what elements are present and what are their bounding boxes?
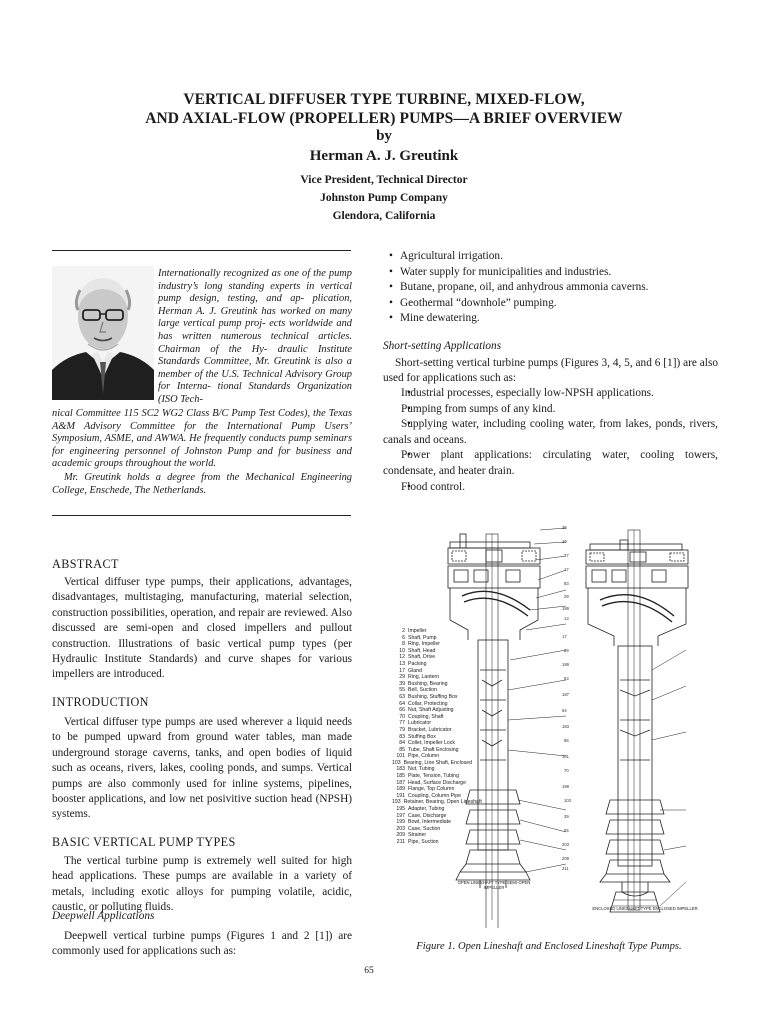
legend-part-number: 209 xyxy=(396,832,405,839)
legend-part-name: Strainer xyxy=(408,832,427,839)
bio-bottom-rule xyxy=(52,515,351,516)
figure-label-open-lineshaft: OPEN LINESHAFT TYPE SEMI-OPEN IMPELLER xyxy=(457,880,531,890)
legend-part-name: Pipe, Column xyxy=(408,753,440,760)
legend-row xyxy=(392,773,472,780)
affiliation-location: Glendora, California xyxy=(332,210,436,222)
legend-part-name: Plate, Tension, Tubing xyxy=(408,773,459,780)
legend-part-number: 39 xyxy=(399,680,405,687)
svg-text:29: 29 xyxy=(564,594,569,599)
svg-text:189: 189 xyxy=(562,662,569,667)
legend-row xyxy=(392,727,472,734)
legend-part-name: Bushing, Stuffing Box xyxy=(408,693,458,700)
legend-part-name: Pipe, Suction xyxy=(408,839,439,845)
svg-text:39: 39 xyxy=(564,814,569,819)
introduction-body xyxy=(52,715,352,823)
legend-row xyxy=(392,694,472,701)
legend-part-name: Head, Surface Discharge xyxy=(408,779,466,786)
legend-row xyxy=(392,760,472,767)
legend-part-name: Bracket, Lubricator xyxy=(408,726,452,733)
legend-part-number: 12 xyxy=(399,654,405,661)
list-item: • Power plant applications: circulating water, cooling towers, condensate, and heater drain. xyxy=(383,448,718,479)
legend-part-name: Retainer, Bearing, Open Lineshaft xyxy=(403,799,482,806)
short-setting-paragraph: Short-setting vertical turbine pumps (Figures 3, 4, 5, and 6 [1]) are also used for applications such as: xyxy=(383,357,718,385)
svg-text:209: 209 xyxy=(562,856,569,861)
legend-part-number: 183 xyxy=(396,766,405,773)
deepwell-bullet-list xyxy=(383,249,718,327)
bio-degree: Mr. Greutink holds a degree from the Mechanical Engineering College, Enschede, The Netherlands. xyxy=(52,472,352,496)
introduction-paragraph: Vertical diffuser type pumps are used wherever a liquid needs to be pumped upward from ground water tables, man made underground storage caverns, tanks, and open bodies of liquid such as oceans, rivers, lakes, cooling ponds, and sumps. Vertical pumps are also commonly used for inline systems, pipelines, booster applications, and low net posivitive suction head (NPSH) systems. xyxy=(52,716,352,821)
list-item: • Geothermal “downhole” pumping. xyxy=(383,296,718,312)
svg-text:64: 64 xyxy=(562,708,567,713)
basic-types-body xyxy=(52,854,352,916)
legend-row xyxy=(392,813,472,820)
svg-text:199: 199 xyxy=(562,784,569,789)
title-line-1: VERTICAL DIFFUSER TYPE TURBINE, MIXED-FLOW, xyxy=(183,91,585,108)
list-item: • Industrial processes, especially low-NPSH applications. xyxy=(383,386,718,402)
legend-part-number: 83 xyxy=(399,733,405,740)
legend-part-name: Packing xyxy=(408,660,427,667)
svg-text:183: 183 xyxy=(562,724,569,729)
legend-row xyxy=(392,707,472,714)
legend-row xyxy=(392,720,472,727)
deepwell-body xyxy=(52,929,352,960)
list-item: • Agricultural irrigation. xyxy=(383,249,718,265)
legend-row xyxy=(392,687,472,694)
legend-row xyxy=(392,826,472,833)
svg-text:36: 36 xyxy=(562,525,567,530)
svg-text:203: 203 xyxy=(562,842,569,847)
legend-part-number: 197 xyxy=(396,812,405,819)
legend-part-name: Collar, Protecting xyxy=(408,700,448,707)
svg-text:63: 63 xyxy=(564,676,569,681)
legend-part-name: Bell, Suction xyxy=(408,687,437,694)
legend-part-name: Bearing, Line Shaft, Enclosed xyxy=(403,759,473,766)
svg-text:101: 101 xyxy=(562,754,569,759)
svg-text:70: 70 xyxy=(564,768,569,773)
legend-part-name: Collet, Impeller Lock xyxy=(408,740,455,747)
legend-part-number: 13 xyxy=(399,660,405,667)
legend-row xyxy=(392,819,472,826)
legend-part-name: Case, Suction xyxy=(408,825,441,832)
bio-line: ects worldwide and has written numerous xyxy=(158,318,353,342)
legend-part-number: 199 xyxy=(396,819,405,826)
legend-part-name: Impeller xyxy=(408,628,427,634)
legend-row xyxy=(392,714,472,721)
legend-part-number: 66 xyxy=(399,707,405,714)
legend-part-name: Lubricator xyxy=(408,720,432,727)
legend-part-number: 10 xyxy=(399,647,405,654)
legend-part-name: Gland xyxy=(408,667,422,674)
legend-part-number: 187 xyxy=(396,779,405,786)
legend-part-name: Shaft, Pump xyxy=(408,634,437,641)
page-number: 65 xyxy=(364,966,374,976)
legend-part-number: 211 xyxy=(396,839,405,845)
legend-part-name: Adapter, Tubing xyxy=(408,806,445,813)
legend-row xyxy=(392,701,472,708)
legend-row xyxy=(392,668,472,675)
legend-part-number: 70 xyxy=(399,713,405,720)
legend-row xyxy=(392,628,472,635)
legend-part-name: Tube, Shaft Enclosing xyxy=(408,746,459,753)
figure-caption: Figure 1. Open Lineshaft and Enclosed Lineshaft Type Pumps. xyxy=(416,941,682,952)
legend-part-name: Case, Discharge xyxy=(408,812,447,819)
legend-row xyxy=(392,806,472,813)
short-setting-body xyxy=(383,356,718,387)
legend-row xyxy=(392,839,472,846)
legend-part-name: Shaft, Drive xyxy=(408,654,436,661)
bio-line: Mr. Greutink is also a member of the U.S. xyxy=(158,356,352,380)
bio-top-rule xyxy=(52,250,351,251)
part-leader-lines xyxy=(508,528,686,906)
legend-row xyxy=(392,780,472,787)
legend-part-number: 85 xyxy=(399,746,405,753)
legend-row xyxy=(392,799,482,806)
svg-text:13: 13 xyxy=(564,616,569,621)
introduction-heading: INTRODUCTION xyxy=(52,695,149,709)
list-item: • Butane, propane, oil, and anhydrous ammonia caverns. xyxy=(383,280,718,296)
legend-part-name: Nut, Tubing xyxy=(408,766,435,773)
legend-part-number: 191 xyxy=(396,792,405,799)
abstract-body xyxy=(52,575,352,683)
author-name: Herman A. J. Greutink xyxy=(309,148,459,164)
bio-line: Technical Advisory Group for Interna- xyxy=(158,368,352,393)
svg-text:187: 187 xyxy=(562,692,569,697)
list-item: • Pumping from sumps of any kind. xyxy=(383,402,718,418)
basic-types-paragraph: The vertical turbine pump is extremely well suited for high head applications. These pumps are available in a variety of metals, including exotic alloys for pumping volatile, acidic, caustic, or polluting fluids. xyxy=(52,855,352,914)
legend-part-number: 77 xyxy=(399,720,405,727)
svg-text:211: 211 xyxy=(562,866,569,871)
bio-text-full: nical Committee 115 SC2 WG2 Class B/C Pump Test Codes), the Texas A&M Advisory Committee for the International Pump Users’ Symposium, ASME, and AWWA. He frequently conducts pump seminars for engineering personnel of Johnston Pump and for business and academic groups throughout the world. xyxy=(52,408,352,470)
legend-row xyxy=(392,740,472,747)
affiliation-role: Vice President, Technical Director xyxy=(300,174,468,186)
legend-row xyxy=(392,674,472,681)
bio-line: technical articles. Chairman of the Hy- xyxy=(158,330,352,355)
basic-types-heading: BASIC VERTICAL PUMP TYPES xyxy=(52,835,236,849)
legend-row xyxy=(392,786,472,793)
legend-row xyxy=(392,661,472,668)
legend-part-number: 101 xyxy=(396,753,405,760)
svg-text:103: 103 xyxy=(564,798,571,803)
svg-text:83: 83 xyxy=(564,581,569,586)
legend-part-number: 6 xyxy=(402,634,405,641)
legend-row xyxy=(392,766,472,773)
legend-row xyxy=(392,747,472,754)
legend-row xyxy=(392,793,472,800)
legend-row xyxy=(392,753,472,760)
list-item: • Supplying water, including cooling water, from lakes, ponds, rivers, canals and oceans. xyxy=(383,417,718,448)
legend-row xyxy=(392,641,472,648)
svg-text:10: 10 xyxy=(562,539,567,544)
short-setting-bullet-list xyxy=(383,386,718,495)
svg-text:77: 77 xyxy=(564,553,569,558)
legend-part-name: Bushing, Bearing xyxy=(408,680,448,687)
legend-part-name: Coupling, Column Pipe xyxy=(408,792,462,799)
legend-part-number: 64 xyxy=(399,700,405,707)
legend-part-number: 8 xyxy=(402,641,405,648)
legend-row xyxy=(392,734,472,741)
deepwell-paragraph: Deepwell vertical turbine pumps (Figures 1 and 2 [1]) are commonly used for applications such as: xyxy=(52,930,352,958)
legend-part-name: Coupling, Shaft xyxy=(408,713,444,720)
legend-row xyxy=(392,681,472,688)
svg-text:189: 189 xyxy=(562,606,569,611)
part-number-callouts xyxy=(562,525,572,871)
legend-part-name: Bowl, Intermediate xyxy=(408,819,451,826)
affiliation-company: Johnston Pump Company xyxy=(320,192,448,204)
list-item: • Flood control. xyxy=(383,480,718,496)
short-setting-heading: Short-setting Applications xyxy=(383,340,502,352)
author-photo xyxy=(52,266,154,400)
legend-part-number: 203 xyxy=(396,825,405,832)
figure-parts-legend xyxy=(392,628,482,846)
figure-label-enclosed-lineshaft: ENCLOSED LINESHAFT TYPE ENCLOSED IMPELLER xyxy=(592,906,698,911)
legend-part-name: Stuffing Box xyxy=(408,733,436,740)
legend-part-number: 63 xyxy=(399,693,405,700)
legend-part-number: 17 xyxy=(399,667,405,674)
list-item: • Mine dewatering. xyxy=(383,311,718,327)
legend-part-name: Ring, Impeller xyxy=(408,641,441,648)
legend-row xyxy=(392,635,472,642)
legend-part-name: Nut, Shaft Adjusting xyxy=(408,707,454,714)
legend-part-number: 2 xyxy=(402,628,405,634)
legend-part-number: 29 xyxy=(399,674,405,681)
bio-line: in vertical pump design, testing, and ap- xyxy=(158,280,352,305)
legend-part-name: Shaft, Head xyxy=(408,647,436,654)
legend-part-number: 79 xyxy=(399,726,405,733)
legend-part-number: 189 xyxy=(396,786,405,793)
bio-text-top xyxy=(158,268,352,407)
svg-text:55: 55 xyxy=(564,828,569,833)
bio-line: tional Standards Organization (ISO Tech- xyxy=(158,381,352,405)
svg-text:17: 17 xyxy=(562,634,567,639)
svg-text:29: 29 xyxy=(564,648,569,653)
by-line: by xyxy=(376,128,392,144)
list-item: • Water supply for municipalities and industries. xyxy=(383,265,718,281)
bio-line: draulic Institute Standards Committee, xyxy=(158,343,353,368)
legend-part-number: 84 xyxy=(399,740,405,747)
legend-part-number: 195 xyxy=(396,806,405,813)
svg-text:17: 17 xyxy=(564,567,569,572)
legend-row xyxy=(392,832,472,839)
title-line-2: AND AXIAL-FLOW (PROPELLER) PUMPS—A BRIEF OVERVIEW xyxy=(145,110,623,127)
abstract-paragraph: Vertical diffuser type pumps, their applications, advantages, disadvantages, multistaging, manufacturing, material selection, construction possibilities, operation, and repair are reviewed. Also discussed are semi-open and closed impellers and pullout construction. Illustrations of basic vertical pump types (per Hydraulic Institute Standards) and curve shapes for various impellers are introduced. xyxy=(52,576,352,681)
abstract-heading: ABSTRACT xyxy=(52,557,119,571)
legend-part-name: Ring, Lantern xyxy=(408,674,440,681)
paper-title xyxy=(100,90,668,128)
legend-row xyxy=(392,654,472,661)
legend-part-number: 193 xyxy=(392,799,401,806)
bio-line: plication, Herman A. J. Greutink has xyxy=(158,293,352,317)
bio-line: worked on many large vertical pump proj- xyxy=(158,305,352,330)
legend-part-number: 185 xyxy=(396,773,405,780)
svg-text:66: 66 xyxy=(564,738,569,743)
legend-part-number: 103 xyxy=(392,759,401,766)
deepwell-heading: Deepwell Applications xyxy=(52,910,155,922)
legend-row xyxy=(392,648,472,655)
legend-part-name: Flange, Top Column xyxy=(408,786,455,793)
enclosed-lineshaft-pump-drawing xyxy=(586,530,688,912)
bio-line: the pump industry’s long standing experts xyxy=(158,268,352,292)
legend-part-number: 55 xyxy=(399,687,405,694)
bio-line: Internationally recognized as one of xyxy=(158,268,311,279)
